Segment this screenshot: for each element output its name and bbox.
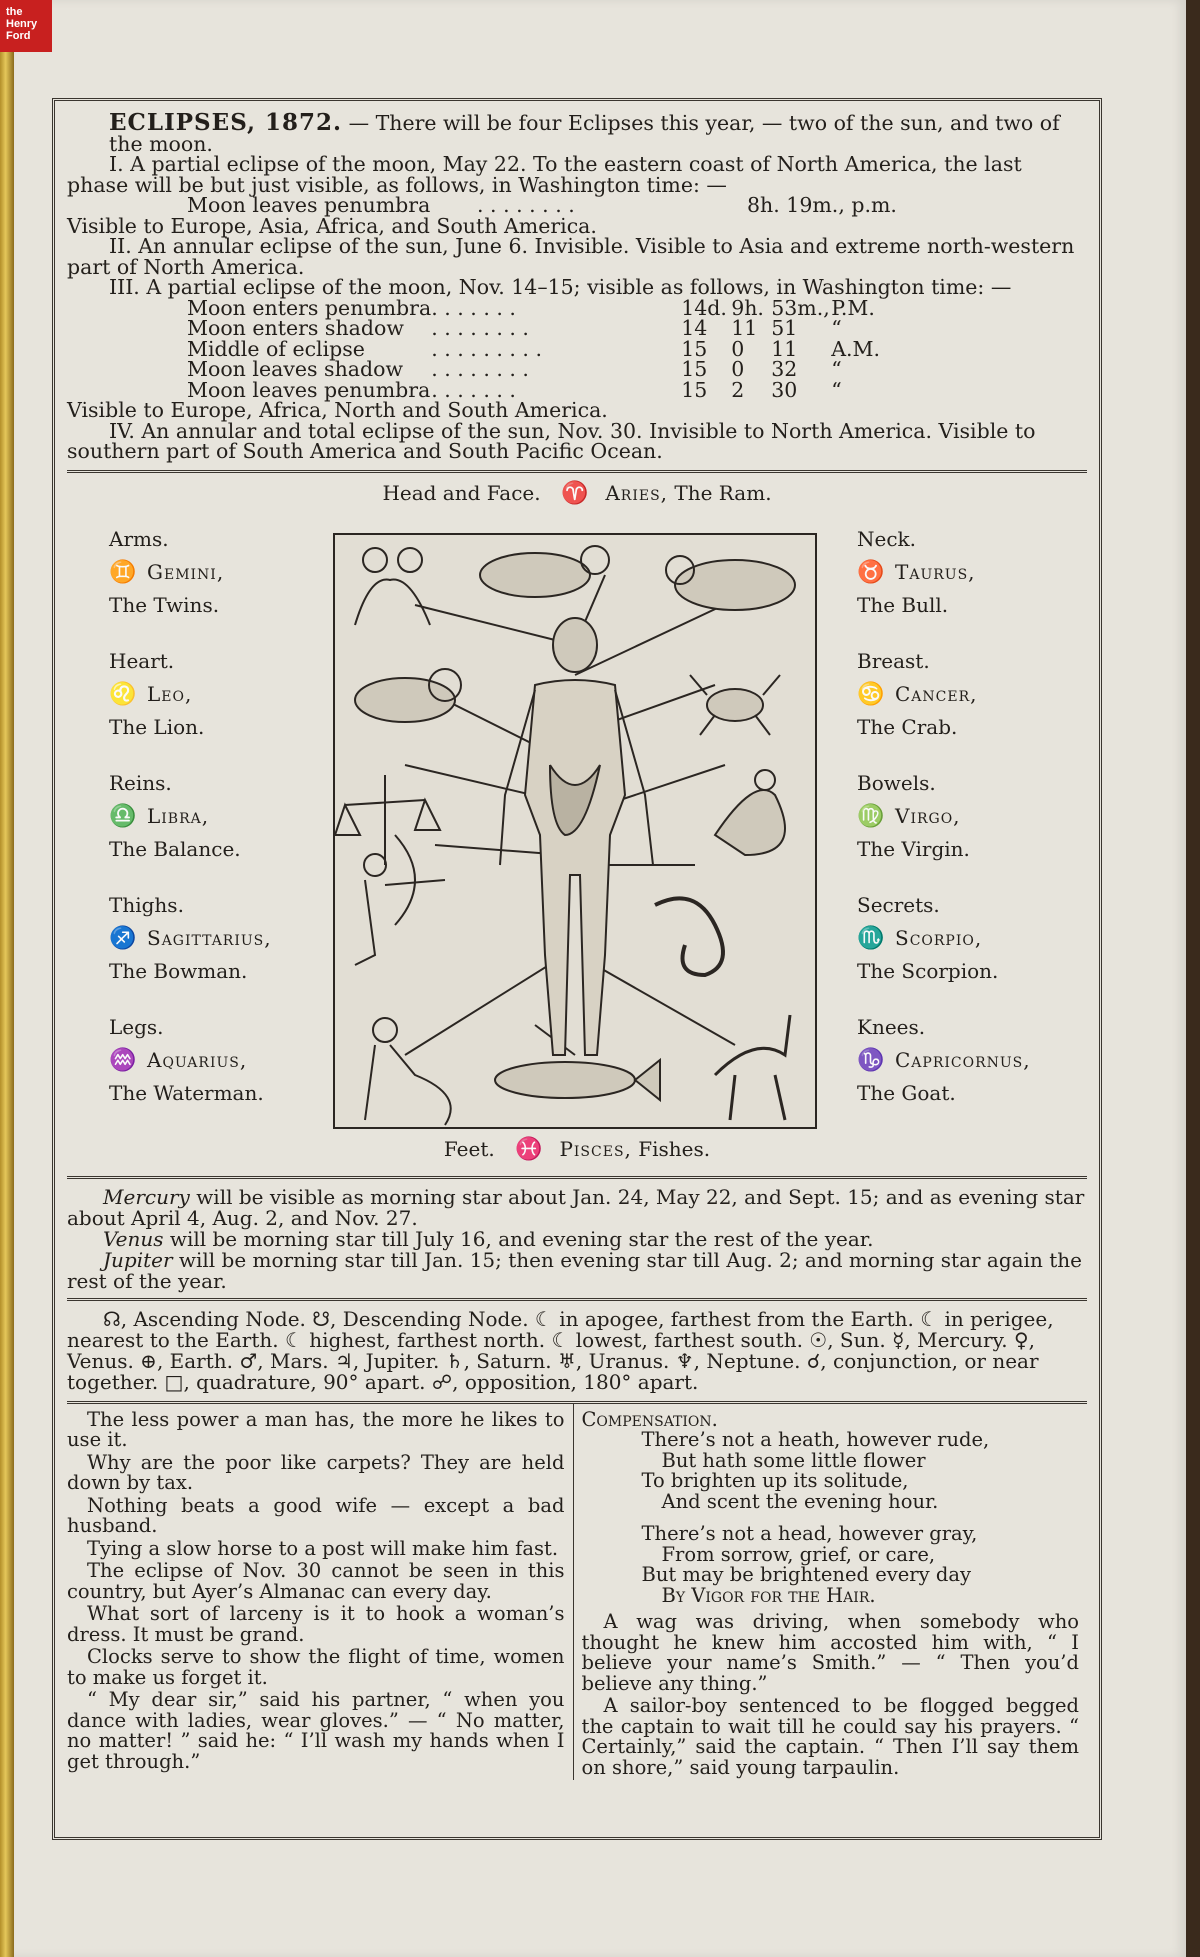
anecdote: A sailor-boy sentenced to be flogged begged the captain to wait till he could say his prayers. “ Certainly,” said the captain. “ Then I’ll say them on shore,” said young tarpaulin. <box>581 1694 1079 1779</box>
zodiac-label-virgo: Bowels. ♍ Virgo, The Virgin. <box>857 770 970 861</box>
anecdote: A wag was driving, when somebody who thought he knew him accosted him with, “ I believe your name’s Smith.” — “ Then you’d believe any thing.” <box>581 1610 1079 1695</box>
table-row: Moon enters shadow . . . . . . . . 14 11 51 “ <box>187 316 842 340</box>
zodiac-label-taurus: Neck. ♉ Taurus, The Bull. <box>857 526 976 617</box>
table-row: Moon leaves penumbra . . . . . . . 15 2 30 “ <box>187 377 842 402</box>
scorpio-icon: ♏ <box>857 925 885 951</box>
leo-icon: ♌ <box>109 681 137 707</box>
zodiac-label-gemini: Arms. ♊ Gemini, The Twins. <box>109 526 225 617</box>
zodiac-label-cancer: Breast. ♋ Cancer, The Crab. <box>857 648 978 739</box>
sagittarius-icon: ♐ <box>109 925 137 951</box>
joke-item: Nothing beats a good wife — except a bad husband. <box>67 1493 565 1537</box>
libra-icon: ♎ <box>109 803 137 829</box>
joke-item: Tying a slow horse to a post will make him fast. <box>87 1536 559 1560</box>
capricornus-icon: ♑ <box>857 1047 885 1073</box>
eclipse-1-visibility: Visible to Europe, Asia, Africa, and South America. <box>67 213 597 238</box>
eclipses-section <box>67 107 1087 470</box>
zodiac-man-section <box>67 473 1087 1176</box>
pisces-icon: ♓ <box>515 1136 543 1162</box>
eclipse-1: I. A partial eclipse of the moon, May 22. To the eastern coast of North America, the last phase will be but just visible, as follows, in Washington time: — <box>67 152 1022 197</box>
almanac-page <box>14 0 1186 1957</box>
eclipses-title: ECLIPSES, 1872. <box>109 109 343 136</box>
eclipse-4: IV. An annular and total eclipse of the sun, Nov. 30. Invisible to North America. Visible to southern part of South America and South Pacific Ocean. <box>67 418 1036 463</box>
zodiac-label-aquarius: Legs. ♒ Aquarius, The Waterman. <box>109 1014 264 1105</box>
book-spine <box>0 0 14 1957</box>
poem-column <box>574 1404 1088 1781</box>
zodiac-label-libra: Reins. ♎ Libra, The Balance. <box>109 770 241 861</box>
eclipse-3-table <box>187 295 987 402</box>
zodiac-label-scorpio: Secrets. ♏ Scorpio, The Scorpion. <box>857 892 999 983</box>
joke-item: Clocks serve to show the flight of time, women to make us forget it. <box>67 1645 565 1689</box>
gemini-icon: ♊ <box>109 559 137 585</box>
table-row: Moon enters penumbra . . . . . . . 14d. 9h. 53m., P.M. <box>187 295 875 320</box>
taurus-icon: ♉ <box>857 559 885 585</box>
cancer-icon: ♋ <box>857 681 885 707</box>
planets-section: Mercury will be visible as morning star about Jan. 24, May 22, and Sept. 15; and as evening star about April 4, Aug. 2, and Nov. 27. Venus will be morning star till July 16, and evening star the rest of the year. Jupiter will be morning star till Jan. 15; then evening star till Aug. 2; and morning star again the rest of the year. <box>67 1184 1085 1293</box>
zodiac-man-illustration <box>335 535 815 1127</box>
joke-item: Why are the poor like carpets? They are held down by tax. <box>67 1450 565 1494</box>
zodiac-label-leo: Heart. ♌ Leo, The Lion. <box>109 648 205 739</box>
jokes-column <box>67 1404 574 1781</box>
virgo-icon: ♍ <box>857 803 885 829</box>
table-row: Moon leaves shadow . . . . . . . . 15 0 32 “ <box>187 357 842 381</box>
zodiac-label-capricornus: Knees. ♑ Capricornus, The Goat. <box>857 1014 1031 1105</box>
page-frame <box>52 98 1102 1840</box>
miscellany-columns <box>67 1404 1087 1781</box>
eclipse-3: III. A partial eclipse of the moon, Nov. 14–15; visible as follows, in Washington time: — <box>109 275 1012 299</box>
eclipses-intro: — There will be four Eclipses this year, — two of the sun, and two of the moon. <box>109 111 1060 156</box>
zodiac-man-woodcut <box>333 533 817 1129</box>
eclipse-2: II. An annular eclipse of the sun, June 6. Invisible. Visible to Asia and extreme north-western part of North America. <box>67 234 1075 279</box>
aquarius-icon: ♒ <box>109 1047 137 1073</box>
zodiac-bottom-label: Feet. ♓ Pisces, Fishes. <box>443 1136 711 1162</box>
aries-icon: ♈ <box>560 480 589 506</box>
zodiac-label-sagittarius: Thighs. ♐ Sagittarius, The Bowman. <box>109 892 272 983</box>
compensation-poem: Compensation. There’s not a heath, however rude, But hath some little flower To brighten up its solitude, And scent the evening hour. There’s not a head, however gray, From sorrow, grief, or care, But may be brightened every day By Vigor for the Hair. <box>582 1410 1080 1607</box>
eclipse-3-visibility: Visible to Europe, Africa, North and South America. <box>67 398 608 422</box>
zodiac-top-label: Head and Face. ♈ Aries, The Ram. <box>382 480 772 506</box>
table-row: Moon leaves penumbra . . . . . . . . 8h. 19m., p.m. <box>187 193 897 217</box>
symbols-legend: ☊, Ascending Node. ☋, Descending Node. ☾ in apogee, farthest from the Earth. ☾ in perigee, nearest to the Earth. ☾ highest, farthest north. ☾ lowest, farthest south. ☉, Sun. ☿, Mercury. ♀, Venus. ⊕, Earth. ♂, Mars. ♃, Jupiter. ♄, Saturn. ♅, Uranus. ♆, Neptune. ☌, conjunction, or near together. □, quadrature, 90° apart. ☍, opposition, 180° apart. <box>67 1306 1054 1394</box>
joke-item: The eclipse of Nov. 30 cannot be seen in this country, but Ayer’s Almanac can every day. <box>67 1559 565 1603</box>
poem-title: Compensation. <box>581 1407 718 1431</box>
joke-item: What sort of larceny is it to hook a woman’s dress. It must be grand. <box>67 1602 565 1646</box>
joke-item: The less power a man has, the more he likes to use it. <box>67 1407 565 1451</box>
table-row: Middle of eclipse . . . . . . . . . 15 0 11 A.M. <box>187 336 881 361</box>
eclipse-1-table <box>187 195 947 216</box>
henry-ford-logo: the Henry Ford <box>0 0 52 52</box>
joke-item: “ My dear sir,” said his partner, “ when you dance with ladies, wear gloves.” — “ No matter, no matter! ” said he: “ I’ll wash my hands when I get through.” <box>67 1688 565 1773</box>
